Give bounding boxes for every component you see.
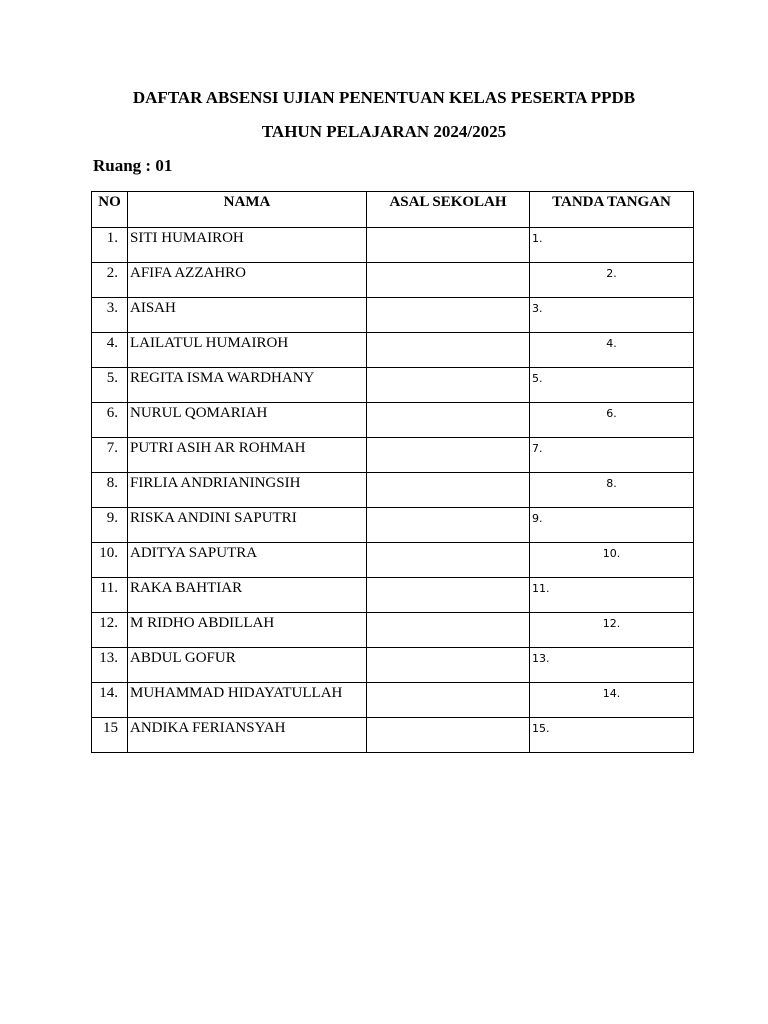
student-name: NURUL QOMARIAH bbox=[128, 403, 367, 438]
row-number: 11. bbox=[92, 578, 128, 613]
signature-number: 15. bbox=[532, 722, 550, 735]
school-origin-cell bbox=[367, 648, 530, 683]
row-number: 13. bbox=[92, 648, 128, 683]
signature-cell bbox=[530, 298, 694, 333]
school-origin-cell bbox=[367, 298, 530, 333]
row-number: 2. bbox=[92, 263, 128, 298]
signature-cell bbox=[530, 368, 694, 403]
table-row bbox=[92, 473, 694, 508]
row-number: 3. bbox=[92, 298, 128, 333]
signature-cell bbox=[530, 473, 694, 508]
signature-number: 13. bbox=[532, 652, 550, 665]
signature-number: 7. bbox=[532, 442, 543, 455]
table-row bbox=[92, 543, 694, 578]
document-title: DAFTAR ABSENSI UJIAN PENENTUAN KELAS PESERTA PPDB bbox=[132, 88, 636, 107]
table-row bbox=[92, 578, 694, 613]
row-number: 12. bbox=[92, 613, 128, 648]
signature-cell bbox=[530, 263, 694, 298]
table-row bbox=[92, 508, 694, 543]
table-row bbox=[92, 368, 694, 403]
school-origin-cell bbox=[367, 683, 530, 718]
signature-number: 14. bbox=[602, 687, 621, 700]
signature-number: 9. bbox=[532, 512, 543, 525]
school-origin-cell bbox=[367, 263, 530, 298]
student-name: AISAH bbox=[128, 298, 367, 333]
document-subtitle: TAHUN PELAJARAN 2024/2025 bbox=[261, 122, 507, 141]
table-row bbox=[92, 333, 694, 368]
signature-number: 6. bbox=[606, 407, 617, 420]
table-row bbox=[92, 683, 694, 718]
row-number: 8. bbox=[92, 473, 128, 508]
school-origin-cell bbox=[367, 473, 530, 508]
table-row bbox=[92, 438, 694, 473]
room-label: Ruang : 01 bbox=[93, 156, 173, 175]
signature-cell bbox=[530, 718, 694, 753]
student-name: RISKA ANDINI SAPUTRI bbox=[128, 508, 367, 543]
signature-number: 4. bbox=[606, 337, 617, 350]
school-origin-cell bbox=[367, 578, 530, 613]
student-name: FIRLIA ANDRIANINGSIH bbox=[128, 473, 367, 508]
signature-number: 11. bbox=[532, 582, 550, 595]
header-nama: NAMA bbox=[128, 192, 367, 228]
school-origin-cell bbox=[367, 438, 530, 473]
header-no: NO bbox=[92, 192, 128, 228]
signature-number: 2. bbox=[606, 267, 617, 280]
table-row bbox=[92, 648, 694, 683]
signature-number: 10. bbox=[602, 547, 621, 560]
signature-cell bbox=[530, 333, 694, 368]
signature-number: 3. bbox=[532, 302, 543, 315]
row-number: 5. bbox=[92, 368, 128, 403]
signature-cell bbox=[530, 438, 694, 473]
attendance-table bbox=[91, 191, 694, 753]
student-name: RAKA BAHTIAR bbox=[128, 578, 367, 613]
row-number: 10. bbox=[92, 543, 128, 578]
table-row bbox=[92, 263, 694, 298]
header-tanda-tangan: TANDA TANGAN bbox=[530, 192, 694, 228]
signature-cell bbox=[530, 228, 694, 263]
school-origin-cell bbox=[367, 403, 530, 438]
student-name: ADITYA SAPUTRA bbox=[128, 543, 367, 578]
table-header-row bbox=[92, 192, 694, 228]
signature-number: 5. bbox=[532, 372, 543, 385]
school-origin-cell bbox=[367, 613, 530, 648]
signature-cell bbox=[530, 613, 694, 648]
student-name: LAILATUL HUMAIROH bbox=[128, 333, 367, 368]
student-name: REGITA ISMA WARDHANY bbox=[128, 368, 367, 403]
signature-cell bbox=[530, 648, 694, 683]
table-row bbox=[92, 613, 694, 648]
table-body bbox=[92, 228, 694, 753]
signature-cell bbox=[530, 403, 694, 438]
school-origin-cell bbox=[367, 508, 530, 543]
signature-number: 8. bbox=[606, 477, 617, 490]
row-number: 6. bbox=[92, 403, 128, 438]
school-origin-cell bbox=[367, 718, 530, 753]
school-origin-cell bbox=[367, 543, 530, 578]
school-origin-cell bbox=[367, 228, 530, 263]
row-number: 7. bbox=[92, 438, 128, 473]
row-number: 9. bbox=[92, 508, 128, 543]
student-name: ANDIKA FERIANSYAH bbox=[128, 718, 367, 753]
student-name: M RIDHO ABDILLAH bbox=[128, 613, 367, 648]
row-number: 1. bbox=[92, 228, 128, 263]
row-number: 4. bbox=[92, 333, 128, 368]
signature-number: 1. bbox=[532, 232, 543, 245]
table-row bbox=[92, 403, 694, 438]
table-row bbox=[92, 228, 694, 263]
student-name: SITI HUMAIROH bbox=[128, 228, 367, 263]
table-row bbox=[92, 298, 694, 333]
student-name: ABDUL GOFUR bbox=[128, 648, 367, 683]
school-origin-cell bbox=[367, 333, 530, 368]
signature-cell bbox=[530, 543, 694, 578]
row-number: 14. bbox=[92, 683, 128, 718]
school-origin-cell bbox=[367, 368, 530, 403]
table-row bbox=[92, 718, 694, 753]
row-number: 15 bbox=[92, 718, 128, 753]
header-asal-sekolah: ASAL SEKOLAH bbox=[367, 192, 530, 228]
student-name: MUHAMMAD HIDAYATULLAH bbox=[128, 683, 367, 718]
signature-cell bbox=[530, 578, 694, 613]
signature-cell bbox=[530, 683, 694, 718]
signature-cell bbox=[530, 508, 694, 543]
student-name: PUTRI ASIH AR ROHMAH bbox=[128, 438, 367, 473]
signature-number: 12. bbox=[602, 617, 621, 630]
student-name: AFIFA AZZAHRO bbox=[128, 263, 367, 298]
